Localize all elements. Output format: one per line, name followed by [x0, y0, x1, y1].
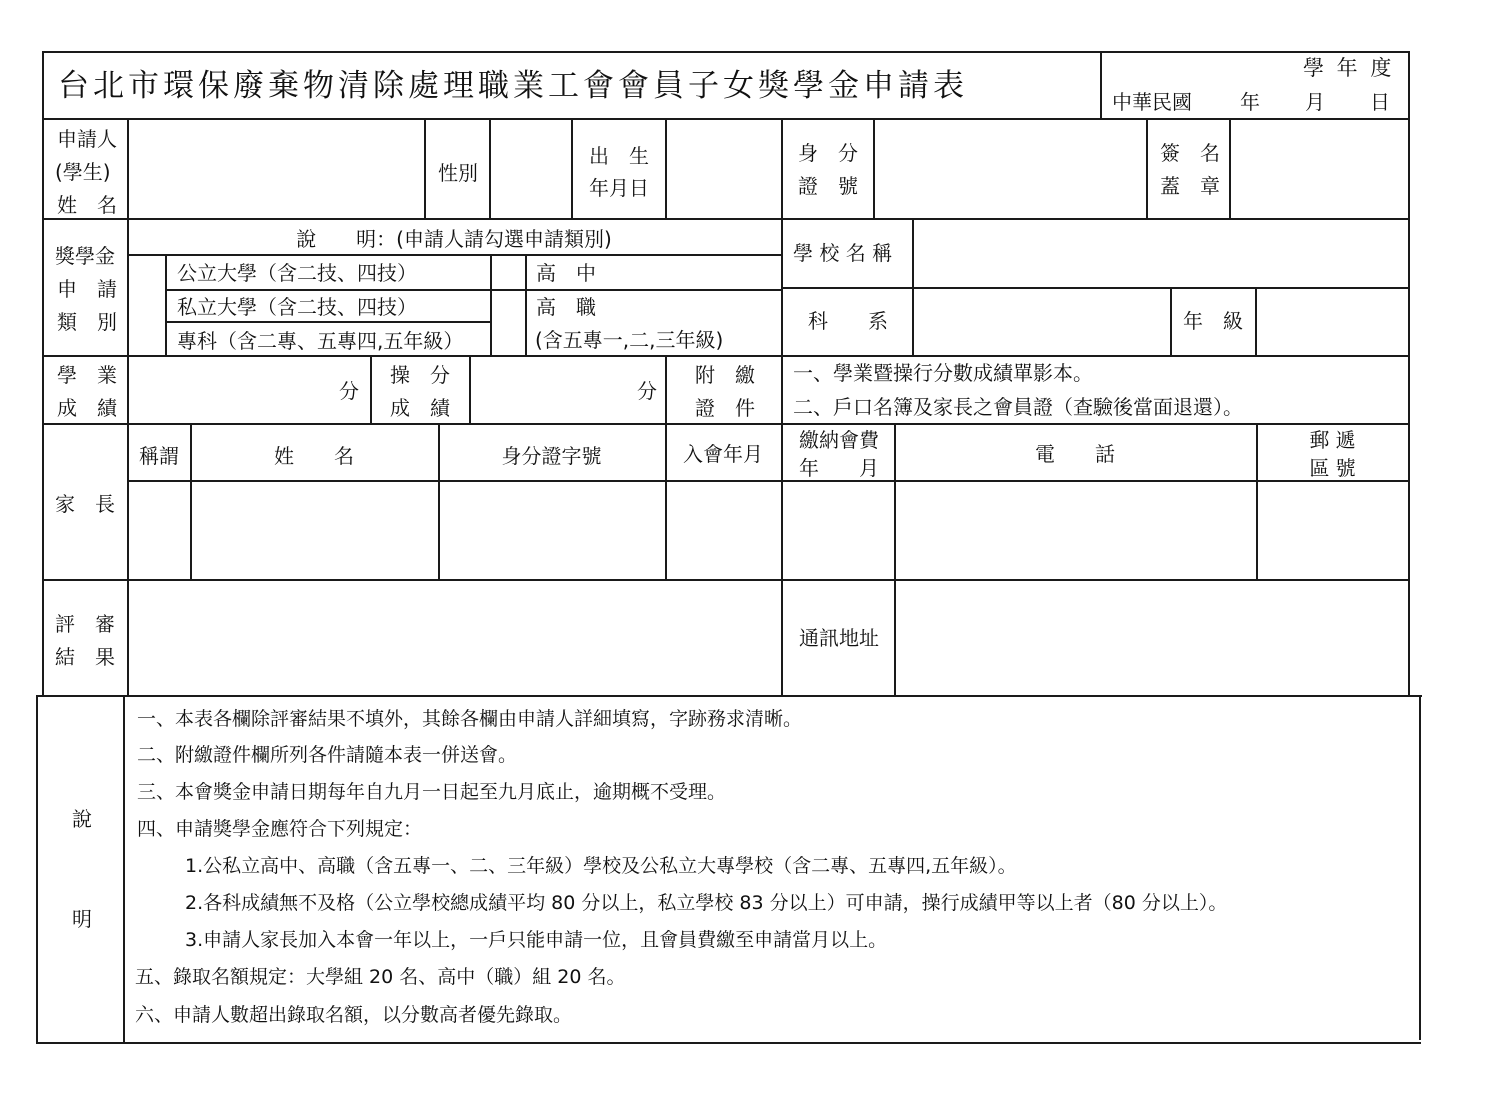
line-parent-header-bottom — [128, 480, 1410, 482]
checkbox-vocational[interactable] — [493, 291, 523, 354]
v-app-6 — [873, 118, 875, 219]
note-subitem: 3.申請人家長加入本會一年以上，一戶只能申請一位，且會員費繳至申請當月以上。 — [185, 929, 888, 951]
h-school-bottom — [781, 287, 1409, 289]
conduct-label-2: 成 績 — [390, 396, 450, 420]
note-item: 一、本表各欄除評審結果不填外，其餘各欄由申請人詳細填寫，字跡務求清晰。 — [137, 708, 803, 730]
parent-name-field[interactable] — [193, 483, 436, 577]
checkbox-public-univ[interactable] — [131, 257, 163, 287]
frame-left-upper — [42, 51, 44, 696]
note-subitem: 1.公私立高中、高職（含五專一、二、三年級）學校及公私立大專學校（含二專、五專四,五年級）。 — [185, 855, 1017, 877]
v-score-2 — [469, 355, 471, 424]
frame-left-lower — [36, 695, 38, 1044]
v-app-2 — [489, 118, 491, 219]
option-vocational: 高 職 — [536, 295, 596, 319]
option-high-school: 高 中 — [536, 261, 596, 285]
conduct-label-1: 操 分 — [390, 363, 450, 387]
applicant-label-3: 姓 名 — [57, 193, 117, 217]
grade-label: 年 級 — [1183, 309, 1243, 333]
v-cat-checkbox — [165, 254, 167, 356]
category-note: 說 明：(申請人請勾選申請類別) — [296, 227, 612, 251]
frame-right-upper — [1408, 51, 1410, 696]
date-day: 日 — [1370, 90, 1390, 114]
option-junior-college: 專科（含二專、五專四,五年級） — [177, 329, 464, 353]
date-prefix: 中華民國 — [1112, 90, 1192, 114]
attach-label-1: 附 繳 — [695, 363, 755, 387]
v-score-4 — [781, 355, 783, 424]
col-dues-2: 年 月 — [799, 456, 879, 480]
v-cat-checkbox-2 — [525, 254, 527, 356]
v-grade-2 — [1255, 287, 1257, 356]
v-rev-1 — [781, 579, 783, 696]
checkbox-private-univ[interactable] — [131, 291, 163, 320]
school-year-label: 學 年 度 — [1303, 56, 1395, 80]
applicant-label-2: (學生) — [55, 160, 111, 184]
gender-field[interactable] — [492, 120, 569, 216]
v-app-4 — [665, 118, 667, 219]
applicant-name-field[interactable] — [130, 120, 422, 216]
note-item: 五、錄取名額規定：大學組 20 名、高中（職）組 20 名。 — [135, 966, 626, 988]
col-relation: 稱謂 — [139, 444, 179, 468]
department-field[interactable] — [915, 290, 1168, 354]
col-name: 姓 名 — [274, 444, 354, 468]
v-app-8 — [1229, 118, 1231, 219]
attachment-item-1: 一、學業暨操行分數成績單影本。 — [793, 361, 1093, 385]
col-id: 身分證字號 — [501, 444, 602, 468]
parent-phone-field[interactable] — [897, 483, 1254, 577]
col-phone: 電 話 — [1035, 442, 1115, 466]
line-scores-bottom — [42, 423, 1410, 425]
note-item: 四、申請獎學金應符合下列規定： — [137, 818, 423, 840]
school-name-label: 學 校 名 稱 — [793, 241, 893, 265]
birth-label-1: 出 生 — [589, 144, 649, 168]
parent-label: 家 長 — [55, 492, 115, 516]
notes-label-2: 明 — [72, 907, 92, 931]
id-label-2: 證 號 — [798, 174, 858, 198]
h-cat-3 — [166, 321, 491, 323]
line-label-column — [127, 118, 129, 696]
attach-label-2: 證 件 — [695, 396, 755, 420]
frame-top — [42, 51, 1410, 53]
notes-label-1: 說 — [72, 807, 92, 831]
option-vocational-note: (含五專一,二,三年級) — [535, 328, 724, 352]
option-private-univ: 私立大學（含二技、四技） — [177, 295, 417, 319]
academic-unit: 分 — [339, 379, 359, 403]
note-item: 六、申請人數超出錄取名額，以分數高者優先錄取。 — [135, 1004, 573, 1026]
parent-zip-field[interactable] — [1259, 483, 1406, 577]
v-rev-2 — [894, 579, 896, 696]
parent-join-field[interactable] — [668, 483, 779, 577]
h-cat-2 — [166, 289, 782, 291]
gender-label: 性別 — [438, 161, 478, 185]
sign-label-1: 簽 名 — [1160, 141, 1220, 165]
academic-score-field[interactable] — [130, 358, 330, 422]
academic-label-2: 成 績 — [57, 396, 117, 420]
birth-field[interactable] — [668, 120, 779, 216]
parent-dues-field[interactable] — [784, 483, 892, 577]
frame-right-lower — [1419, 695, 1421, 1040]
v-score-1 — [370, 355, 372, 424]
col-dues-1: 繳納會費 — [799, 428, 879, 452]
col-join: 入會年月 — [683, 442, 763, 466]
v-par-4 — [781, 423, 783, 580]
note-item: 三、本會獎金申請日期每年自九月一日起至九月底止，逾期概不受理。 — [137, 781, 727, 803]
date-year: 年 — [1240, 90, 1260, 114]
sign-label-2: 蓋 章 — [1160, 174, 1220, 198]
frame-bottom — [36, 1042, 1421, 1044]
checkbox-junior-college[interactable] — [131, 323, 163, 354]
v-cat-mid — [490, 254, 492, 356]
category-label-3: 類 別 — [57, 310, 117, 334]
address-field[interactable] — [897, 582, 1406, 693]
review-label-2: 結 果 — [55, 645, 115, 669]
col-zip-2: 區 號 — [1309, 456, 1356, 480]
checkbox-high-school[interactable] — [493, 257, 523, 287]
frame-notes-top — [36, 695, 1422, 697]
v-school — [912, 218, 914, 356]
birth-label-2: 年月日 — [589, 176, 649, 200]
grade-field[interactable] — [1258, 290, 1406, 354]
review-result-field — [130, 582, 779, 693]
line-notes-label-column — [123, 695, 125, 1043]
v-app-5 — [781, 118, 783, 219]
address-label: 通訊地址 — [799, 626, 879, 650]
date-month: 月 — [1305, 90, 1325, 114]
col-zip-1: 郵 遞 — [1309, 428, 1356, 452]
v-score-3 — [665, 355, 667, 424]
note-subitem: 2.各科成績無不及格（公立學校總成績平均 80 分以上，私立學校 83 分以上）可申請，操行成績甲等以上者（80 分以上）。 — [185, 892, 1228, 914]
line-category-bottom — [42, 355, 1410, 357]
attachment-item-2: 二、戶口名簿及家長之會員證（查驗後當面退還）。 — [793, 395, 1243, 419]
option-public-univ: 公立大學（含二技、四技） — [177, 261, 417, 285]
id-label-1: 身 分 — [798, 141, 858, 165]
v-grade-1 — [1170, 287, 1172, 356]
applicant-label-1: 申請人 — [57, 127, 117, 151]
department-label: 科 系 — [808, 309, 888, 333]
note-item: 二、附繳證件欄所列各件請隨本表一併送會。 — [137, 744, 518, 766]
line-parent-bottom — [42, 579, 1410, 581]
parent-relation-field[interactable] — [130, 483, 188, 577]
id-number-field[interactable] — [876, 120, 1144, 216]
form-title: 台北市環保廢棄物清除處理職業工會會員子女獎學金申請表 — [58, 68, 968, 104]
conduct-unit: 分 — [637, 379, 657, 403]
school-name-field[interactable] — [915, 220, 1406, 285]
academic-label-1: 學 業 — [57, 363, 117, 387]
v-app-3 — [571, 118, 573, 219]
conduct-score-field[interactable] — [472, 358, 632, 422]
category-label-1: 獎學金 — [55, 244, 115, 268]
h-cat-1 — [128, 254, 782, 256]
review-label-1: 評 審 — [55, 612, 115, 636]
category-label-2: 申 請 — [57, 277, 117, 301]
parent-id-field[interactable] — [441, 483, 663, 577]
v-app-7 — [1146, 118, 1148, 219]
line-header-divider — [1100, 51, 1102, 119]
v-app-1 — [424, 118, 426, 219]
signature-field[interactable] — [1232, 120, 1406, 216]
